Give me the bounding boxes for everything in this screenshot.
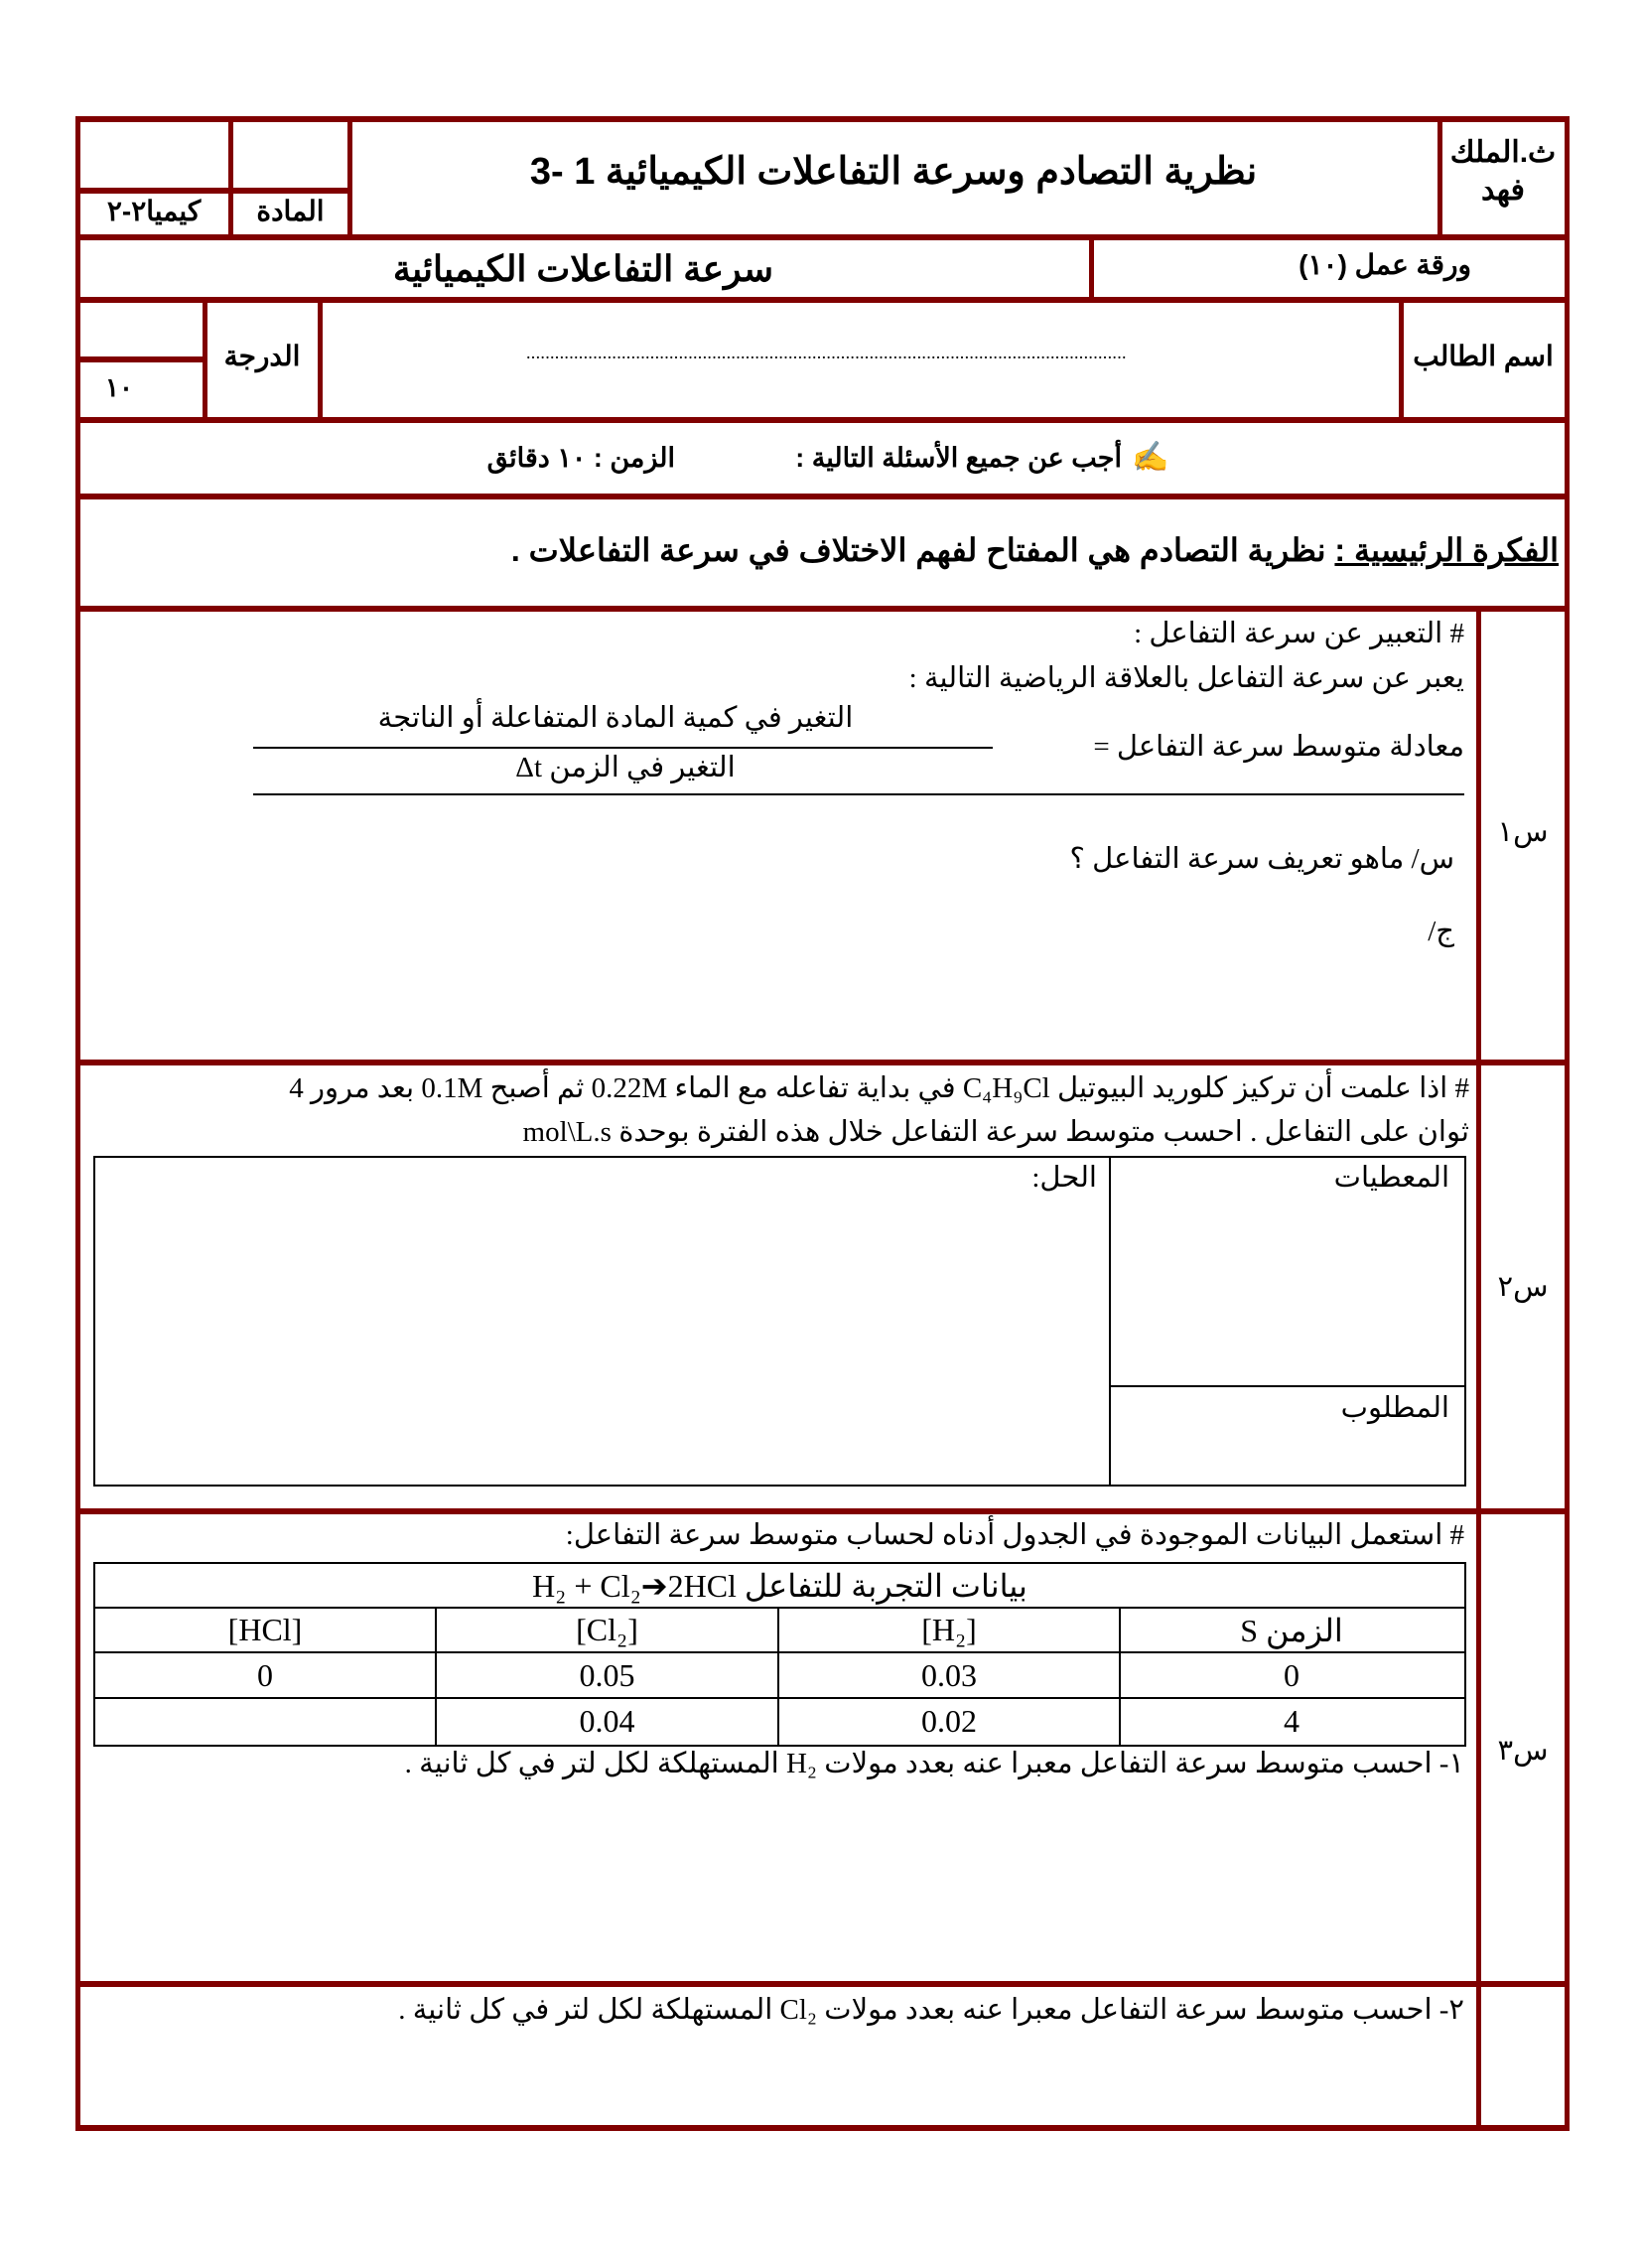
- divider: [77, 417, 1567, 423]
- required-field[interactable]: المطلوب: [1340, 1392, 1449, 1424]
- q1-answer-label[interactable]: ج/: [1428, 916, 1454, 947]
- divider: [1437, 118, 1442, 237]
- divider: [1109, 1156, 1111, 1485]
- solution-field[interactable]: الحل:: [1031, 1162, 1097, 1194]
- divider: [77, 297, 1567, 303]
- q2-label: س٢: [1497, 1271, 1549, 1303]
- fraction-line: [253, 747, 993, 749]
- q1-question: س/ ماهو تعريف سرعة التفاعل ؟: [1069, 843, 1454, 875]
- givens-field[interactable]: المعطيات: [1333, 1162, 1449, 1194]
- q3-part2: ٢- احسب متوسط سرعة التفاعل معبرا عنه بعدد مولات Cl₂ المستهلكة لكل لتر في كل ثانية .: [398, 1994, 1464, 2026]
- grade-value: ١٠: [105, 372, 133, 402]
- divider: [77, 188, 349, 194]
- q2-work-box: [93, 1156, 1466, 1487]
- pencil-icon: ✍: [1132, 441, 1169, 474]
- column-header-hcl: [HCl]: [227, 1612, 303, 1647]
- main-idea: [397, 531, 1559, 569]
- time-limit: الزمن : ١٠ دقائق: [486, 443, 675, 473]
- column-header-time: الزمن S: [1240, 1612, 1343, 1648]
- column-header-cl2: [Cl₂]: [576, 1612, 638, 1647]
- worksheet-number: ورقة عمل (١٠): [1299, 249, 1471, 280]
- divider: [77, 356, 205, 362]
- divider: [77, 234, 1567, 240]
- school-name: ث.الملك فهد: [1449, 136, 1557, 207]
- q2-line2: ثوان على التفاعل . احسب متوسط سرعة التفاعل خلال هذه الفترة بوحدة mol\L.s: [522, 1116, 1469, 1148]
- formula-lhs: معادلة متوسط سرعة التفاعل =: [1093, 731, 1464, 763]
- cell-time: 0: [1284, 1656, 1300, 1693]
- divider: [318, 300, 323, 420]
- cell-hcl[interactable]: [95, 1699, 435, 1743]
- divider: [77, 1060, 1567, 1065]
- divider: [77, 606, 1567, 612]
- q3-part1: ١- احسب متوسط سرعة التفاعل معبرا عنه بعدد مولات H₂ المستهلكة لكل لتر في كل ثانية .: [404, 1748, 1464, 1779]
- q1-label: س١: [1497, 816, 1549, 848]
- answer-line: [253, 793, 1464, 795]
- grade-label: الدرجة: [223, 341, 301, 371]
- student-name-label: اسم الطالب: [1413, 341, 1554, 371]
- formula-denominator: التغير في الزمن Δt: [515, 752, 736, 783]
- cell-time: 4: [1284, 1702, 1300, 1739]
- divider: [1109, 1385, 1464, 1387]
- page-title: نظرية التصادم وسرعة التفاعلات الكيميائية 1 -3: [529, 151, 1258, 193]
- cell-h2: 0.02: [921, 1702, 977, 1739]
- q3-label: س٣: [1497, 1735, 1549, 1767]
- q1-intro: يعبر عن سرعة التفاعل بالعلاقة الرياضية التالية :: [908, 662, 1464, 694]
- instruction-text: أجب عن جميع الأسئلة التالية :: [795, 443, 1122, 473]
- table-title: بيانات التجربة للتفاعل H₂ + Cl₂➔2HCl: [532, 1567, 1027, 1604]
- cell-cl2: 0.04: [579, 1702, 635, 1739]
- divider: [77, 494, 1567, 499]
- q2-line1: # اذا علمت أن تركيز كلوريد البيوتيل C₄H₉Cl في بداية تفاعله مع الماء 0.22M ثم أصبح 0.1M بعد مرور 4: [289, 1072, 1469, 1104]
- main-idea-label: الفكرة الرئيسية :: [1334, 532, 1559, 568]
- frame-bottom: [75, 2125, 1570, 2131]
- divider: [77, 1508, 1567, 1514]
- topic-title: سرعة التفاعلات الكيميائية: [392, 248, 774, 289]
- divider: [77, 1981, 1567, 1987]
- student-name-field[interactable]: ..............................................................................................................................: [526, 343, 1127, 362]
- cell-h2: 0.03: [921, 1656, 977, 1693]
- q1-heading: # التعبير عن سرعة التفاعل :: [1134, 618, 1464, 649]
- subject-label: المادة: [256, 196, 325, 226]
- cell-hcl: 0: [257, 1656, 273, 1693]
- column-header-h2: [H₂]: [921, 1612, 977, 1647]
- cell-cl2: 0.05: [579, 1656, 635, 1693]
- q3-heading: # استعمل البيانات الموجودة في الجدول أدناه لحساب متوسط سرعة التفاعل:: [565, 1519, 1464, 1551]
- main-idea-text: نظرية التصادم هي المفتاح لفهم الاختلاف في سرعة التفاعلات .: [510, 532, 1326, 568]
- formula-numerator: التغير في كمية المادة المتفاعلة أو الناتجة: [377, 702, 854, 734]
- frame-top: [75, 116, 1570, 122]
- subject-value: كيميا٢-٢: [106, 196, 202, 226]
